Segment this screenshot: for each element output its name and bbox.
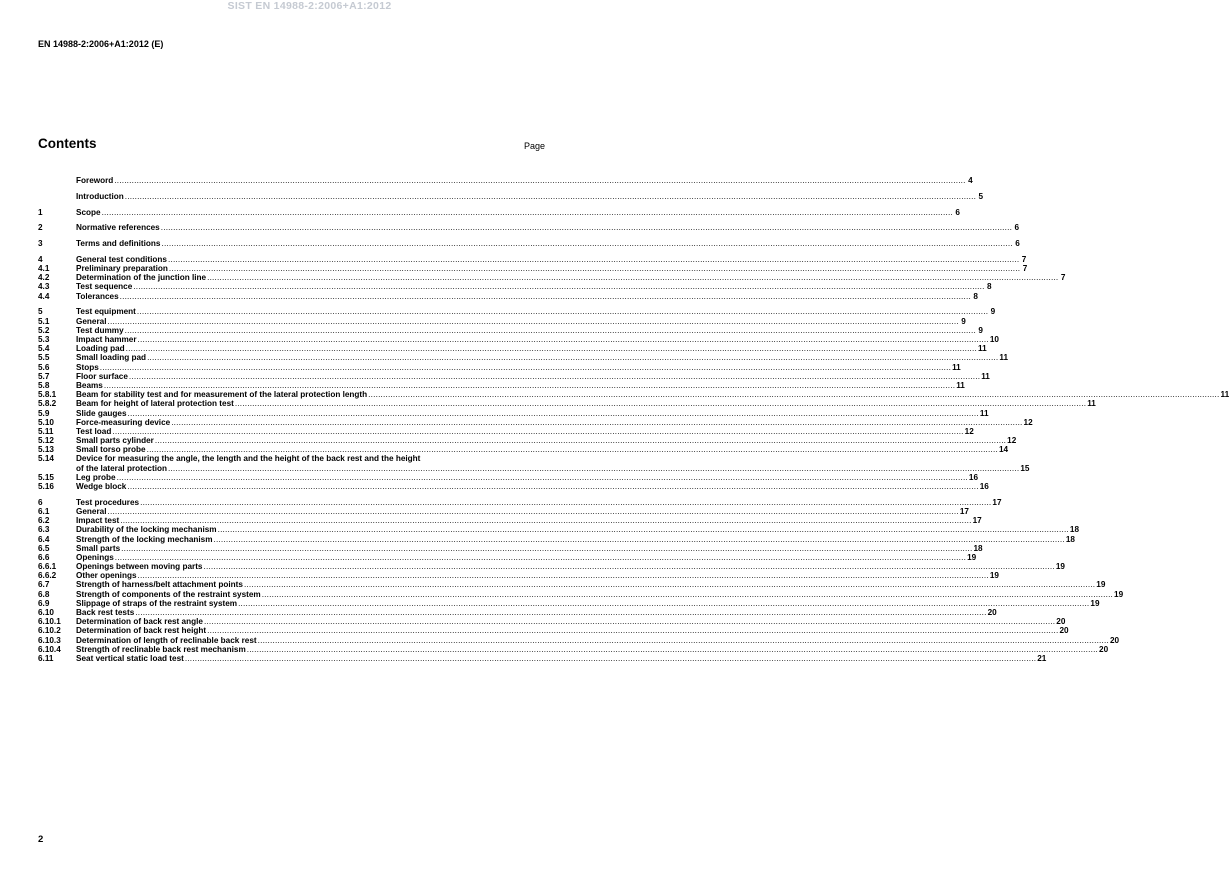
toc-entry-continuation[interactable] bbox=[38, 463, 1030, 473]
toc-entry-number: 4.2 bbox=[38, 273, 50, 283]
toc-entry-title: Durability of the locking mechanism bbox=[76, 525, 217, 535]
toc-entry-page: 14 bbox=[998, 445, 1009, 455]
toc-entry-title: General test conditions bbox=[76, 254, 167, 264]
toc-entry-page: 20 bbox=[1059, 626, 1069, 636]
toc-entry-page: 20 bbox=[1109, 635, 1120, 645]
toc-entry-title: Leg probe bbox=[76, 472, 116, 482]
toc-entry[interactable] bbox=[38, 571, 999, 581]
toc-entry[interactable] bbox=[38, 644, 1109, 654]
toc-entry-page: 19 bbox=[989, 571, 999, 581]
toc-entry-title: General bbox=[76, 506, 107, 516]
toc-entry-number: 4 bbox=[38, 254, 43, 264]
toc-leader-dots bbox=[244, 580, 1095, 589]
toc-entry[interactable] bbox=[38, 417, 1033, 427]
toc-leader-dots bbox=[203, 562, 1054, 571]
toc-entry-number: 5.3 bbox=[38, 335, 50, 344]
toc-leader-dots bbox=[125, 192, 976, 201]
toc-entry-title: Floor surface bbox=[76, 371, 128, 381]
toc-leader-dots bbox=[114, 176, 965, 185]
toc-entry-title: Terms and definitions bbox=[76, 239, 161, 249]
toc-entry[interactable] bbox=[38, 399, 1096, 409]
toc-entry[interactable] bbox=[38, 344, 987, 354]
toc-entry-title: Test procedures bbox=[76, 497, 140, 507]
toc-entry[interactable] bbox=[38, 653, 1047, 663]
toc-entry-title-continued: of the lateral protection bbox=[76, 463, 167, 473]
toc-leader-dots bbox=[121, 544, 972, 553]
toc-entry-number: 5 bbox=[38, 307, 43, 317]
toc-entry-page: 7 bbox=[1022, 264, 1028, 274]
toc-leader-dots bbox=[368, 390, 1219, 399]
toc-entry-number: 2 bbox=[38, 223, 43, 233]
toc-entry-number: 1 bbox=[38, 207, 43, 217]
toc-entry-title: Force-measuring device bbox=[76, 417, 171, 427]
toc-leader-dots bbox=[218, 525, 1069, 534]
toc-entry-number: 6.10.3 bbox=[38, 635, 61, 645]
toc-entry-title: Determination of back rest angle bbox=[76, 617, 203, 627]
toc-entry-title: Test sequence bbox=[76, 282, 133, 292]
toc-entry-number: 6.5 bbox=[38, 543, 50, 553]
toc-entry-title: Back rest tests bbox=[76, 608, 135, 618]
toc-entry[interactable] bbox=[38, 552, 977, 562]
toc-entry[interactable] bbox=[38, 635, 1120, 645]
toc-leader-dots bbox=[137, 307, 988, 316]
toc-entry-number: 6.10.2 bbox=[38, 626, 61, 636]
toc-entry[interactable] bbox=[38, 223, 1020, 233]
toc-entry-page: 19 bbox=[1114, 589, 1124, 599]
toc-leader-dots bbox=[120, 292, 971, 301]
toc-leader-dots bbox=[135, 608, 986, 617]
toc-entry-number: 6.10.1 bbox=[38, 617, 61, 627]
toc-entry-number: 6.8 bbox=[38, 589, 50, 599]
toc-entry[interactable] bbox=[38, 534, 1075, 544]
toc-entry-title: Openings bbox=[76, 552, 114, 562]
toc-entry-title: Strength of harness/belt attachment points bbox=[76, 580, 243, 590]
toc-entry[interactable] bbox=[38, 371, 990, 381]
toc-entry-page: 11 bbox=[979, 408, 989, 418]
toc-leader-dots bbox=[171, 418, 1022, 427]
toc-leader-dots bbox=[102, 208, 953, 217]
toc-entry[interactable] bbox=[38, 291, 978, 301]
toc-leader-dots bbox=[168, 464, 1019, 473]
toc-entry-page: 19 bbox=[1096, 580, 1106, 590]
toc-entry-page: 7 bbox=[1060, 273, 1066, 283]
toc-leader-dots bbox=[235, 399, 1086, 408]
toc-entry[interactable] bbox=[38, 273, 1066, 283]
toc-entry-page: 11 bbox=[978, 344, 987, 354]
toc-entry-number: 6.6.1 bbox=[38, 562, 57, 572]
toc-entry-title: Strength of reclinable back rest mechanism bbox=[76, 644, 246, 654]
toc-entry-page: 18 bbox=[1069, 525, 1080, 535]
toc-entry[interactable] bbox=[38, 426, 974, 436]
toc-entry-page: 15 bbox=[1020, 463, 1030, 473]
toc-entry-number: 5.9 bbox=[38, 408, 50, 418]
toc-entry-page: 10 bbox=[989, 335, 999, 344]
toc-entry-title: Slide gauges bbox=[76, 408, 127, 418]
toc-entry-title: Loading pad bbox=[76, 344, 125, 354]
toc-leader-dots bbox=[168, 255, 1019, 264]
toc-entry-number: 3 bbox=[38, 239, 43, 249]
toc-entry[interactable] bbox=[38, 608, 997, 618]
toc-entry-page: 17 bbox=[959, 506, 969, 516]
toc-leader-dots bbox=[108, 317, 959, 326]
toc-entry[interactable] bbox=[38, 316, 966, 326]
toc-entry-page: 9 bbox=[990, 307, 996, 317]
toc-entry-number: 6.6.2 bbox=[38, 571, 57, 581]
toc-entry-number: 5.11 bbox=[38, 426, 54, 436]
toc-entry-number: 5.2 bbox=[38, 325, 50, 335]
toc-entry[interactable] bbox=[38, 176, 973, 185]
toc-leader-dots bbox=[258, 636, 1109, 645]
toc-entry-number: 5.4 bbox=[38, 344, 50, 354]
toc-entry-page: 20 bbox=[1099, 644, 1109, 654]
toc-entry[interactable] bbox=[38, 472, 979, 482]
toc-entry[interactable] bbox=[38, 506, 969, 516]
toc-entry-title: Strength of components of the restraint system bbox=[76, 589, 261, 599]
toc-leader-dots bbox=[147, 353, 998, 362]
toc-entry-number: 4.1 bbox=[38, 264, 50, 274]
toc-entry-page: 19 bbox=[1090, 598, 1100, 608]
page-number: 2 bbox=[38, 834, 44, 845]
toc-entry-title: Introduction bbox=[76, 191, 124, 201]
toc-entry-page: 20 bbox=[987, 608, 997, 618]
toc-entry[interactable] bbox=[38, 335, 999, 344]
toc-entry-title: Strength of the locking mechanism bbox=[76, 534, 213, 544]
toc-leader-dots bbox=[238, 599, 1089, 608]
toc-entry-page: 7 bbox=[1021, 254, 1027, 264]
toc-leader-dots bbox=[161, 239, 1012, 248]
toc-entry-page: 12 bbox=[1007, 436, 1017, 446]
toc-entry-number: 6.10.4 bbox=[38, 644, 61, 654]
toc-entry[interactable] bbox=[38, 454, 545, 463]
page-column-label: Page bbox=[523, 141, 545, 151]
toc-entry[interactable] bbox=[38, 436, 1017, 446]
toc-leader-dots bbox=[262, 590, 1113, 599]
toc-leader-dots bbox=[147, 445, 998, 454]
toc-entry-title: Stops bbox=[76, 362, 99, 372]
toc-entry-title: Openings between moving parts bbox=[76, 562, 203, 572]
toc-leader-dots bbox=[138, 335, 989, 344]
toc-entry-page: 18 bbox=[1065, 534, 1075, 544]
toc-entry-title: Impact test bbox=[76, 516, 120, 526]
toc-entry-page: 11 bbox=[956, 380, 965, 390]
toc-entry[interactable] bbox=[38, 191, 984, 201]
toc-entry-number: 5.14 bbox=[38, 454, 54, 464]
toc-entry[interactable] bbox=[38, 543, 983, 553]
toc-entry-page: 8 bbox=[973, 291, 978, 301]
toc-entry-title: Small parts bbox=[76, 543, 121, 553]
toc-entry-title: Determination of back rest height bbox=[76, 626, 207, 636]
toc-entry-number: 5.8.1 bbox=[38, 390, 57, 400]
toc-entry-page: 12 bbox=[1023, 417, 1033, 427]
toc-leader-dots bbox=[120, 516, 971, 525]
toc-leader-dots bbox=[204, 617, 1055, 626]
toc-entry-page: 8 bbox=[987, 282, 992, 292]
toc-entry-number: 4.3 bbox=[38, 282, 50, 292]
toc-entry-number: 5.12 bbox=[38, 436, 54, 446]
contents-heading: Contents bbox=[38, 136, 97, 151]
toc-entry-title: Beam for height of lateral protection test bbox=[76, 399, 234, 409]
toc-entry-page: 6 bbox=[1015, 239, 1020, 249]
toc-entry-number: 6.2 bbox=[38, 516, 50, 526]
toc-entry-number: 6.11 bbox=[38, 653, 54, 663]
toc-entry-title: Tolerances bbox=[76, 291, 119, 301]
toc-entry-number: 5.8.2 bbox=[38, 399, 57, 409]
toc-leader-dots bbox=[161, 223, 1012, 232]
toc-entry[interactable] bbox=[38, 580, 1106, 590]
toc-entry[interactable] bbox=[38, 239, 1020, 249]
toc-entry[interactable] bbox=[38, 482, 989, 491]
toc-leader-dots bbox=[207, 273, 1058, 282]
toc-leader-dots bbox=[138, 571, 989, 580]
toc-entry-page: 20 bbox=[1056, 617, 1066, 627]
toc-entry-title: Test equipment bbox=[76, 307, 136, 317]
toc-entry[interactable] bbox=[38, 497, 1002, 507]
toc-entry-page: 19 bbox=[1055, 562, 1065, 572]
toc-entry[interactable] bbox=[38, 589, 1124, 599]
toc-entry-page: 16 bbox=[979, 482, 989, 491]
toc-entry-page: 6 bbox=[955, 207, 960, 217]
toc-entry-number: 6.10 bbox=[38, 608, 54, 618]
toc-entry-title: Test dummy bbox=[76, 325, 124, 335]
toc-leader-dots bbox=[247, 645, 1098, 654]
toc-entry-number: 5.16 bbox=[38, 482, 54, 491]
toc-leader-dots bbox=[155, 436, 1006, 445]
toc-leader-dots bbox=[117, 473, 968, 482]
toc-entry-title: Seat vertical static load test bbox=[76, 653, 184, 663]
toc-entry-title: Other openings bbox=[76, 571, 137, 581]
toc-leader-dots bbox=[115, 553, 966, 562]
toc-entry-page: 19 bbox=[967, 552, 977, 562]
toc-entry-number: 5.10 bbox=[38, 417, 54, 427]
toc-entry-title: Device for measuring the angle, the length and the height of the back rest and the height bbox=[76, 454, 421, 464]
toc-leader-dots bbox=[140, 498, 991, 507]
toc-entry[interactable] bbox=[38, 282, 992, 292]
toc-entry-title: Small loading pad bbox=[76, 353, 147, 363]
toc-entry-title: Determination of the junction line bbox=[76, 273, 207, 283]
toc-entry-title: Slippage of straps of the restraint system bbox=[76, 598, 238, 608]
toc-leader-dots bbox=[104, 381, 955, 390]
toc-leader-dots bbox=[108, 507, 959, 516]
toc-leader-dots bbox=[112, 427, 963, 436]
toc-leader-dots bbox=[133, 282, 984, 291]
toc-entry-page: 5 bbox=[978, 191, 984, 201]
toc-entry-page: 11 bbox=[1220, 390, 1229, 400]
toc-leader-dots bbox=[126, 344, 977, 353]
toc-entry[interactable] bbox=[38, 264, 1028, 274]
toc-leader-dots bbox=[213, 535, 1064, 544]
toc-entry-number: 4.4 bbox=[38, 291, 50, 301]
toc-entry-title: Normative references bbox=[76, 223, 160, 233]
watermark: SIST EN 14988-2:2006+A1:2012 bbox=[227, 0, 392, 12]
toc-entry-title: Scope bbox=[76, 207, 101, 217]
toc-entry-page: 6 bbox=[1014, 223, 1020, 233]
toc-entry-page: 17 bbox=[992, 497, 1002, 507]
table-of-contents bbox=[38, 176, 1229, 663]
toc-entry-title: Determination of length of reclinable back rest bbox=[76, 635, 257, 645]
toc-leader-dots bbox=[185, 654, 1036, 663]
toc-entry-number: 6.6 bbox=[38, 552, 50, 562]
toc-entry-number: 5.5 bbox=[38, 353, 50, 363]
toc-entry-title: Impact hammer bbox=[76, 335, 137, 344]
toc-entry-number: 6.9 bbox=[38, 598, 50, 608]
toc-entry-page: 21 bbox=[1037, 653, 1047, 663]
toc-entry-title: Preliminary preparation bbox=[76, 264, 168, 274]
toc-entry[interactable] bbox=[38, 325, 983, 335]
toc-entry-page: 17 bbox=[972, 516, 982, 526]
toc-entry[interactable] bbox=[38, 626, 1069, 636]
toc-entry-page: 11 bbox=[1087, 399, 1096, 409]
toc-entry-title: Beams bbox=[76, 380, 103, 390]
toc-entry-number: 6.3 bbox=[38, 525, 50, 535]
toc-entry-title: Test load bbox=[76, 426, 112, 436]
toc-entry-title: Beam for stability test and for measurement of the lateral protection length bbox=[76, 390, 368, 400]
toc-entry-number: 5.13 bbox=[38, 445, 54, 455]
toc-entry-number: 5.15 bbox=[38, 472, 54, 482]
toc-entry-number: 5.6 bbox=[38, 362, 50, 372]
toc-entry-page: 11 bbox=[981, 371, 990, 381]
toc-entry[interactable] bbox=[38, 390, 1229, 400]
toc-entry-page: 9 bbox=[978, 325, 983, 335]
toc-entry-page: 12 bbox=[964, 426, 974, 436]
toc-entry-number: 5.7 bbox=[38, 371, 50, 381]
toc-entry[interactable] bbox=[38, 525, 1080, 535]
toc-entry-number: 6.1 bbox=[38, 506, 50, 516]
toc-leader-dots bbox=[127, 482, 978, 491]
toc-entry-page: 4 bbox=[968, 176, 973, 185]
toc-entry[interactable] bbox=[38, 445, 1009, 455]
toc-entry-title: Small parts cylinder bbox=[76, 436, 154, 446]
toc-leader-dots bbox=[125, 326, 976, 335]
toc-entry-title: Foreword bbox=[76, 176, 114, 185]
toc-entry-page: 16 bbox=[968, 472, 979, 482]
toc-entry[interactable] bbox=[38, 207, 960, 217]
toc-entry-number: 6.7 bbox=[38, 580, 50, 590]
toc-entry[interactable] bbox=[38, 307, 996, 317]
toc-entry-title: Wedge block bbox=[76, 482, 127, 491]
toc-leader-dots bbox=[169, 264, 1020, 273]
toc-entry[interactable] bbox=[38, 562, 1065, 572]
toc-entry-page: 18 bbox=[973, 543, 983, 553]
toc-entry-page: 9 bbox=[961, 316, 966, 326]
toc-entry[interactable] bbox=[38, 617, 1066, 627]
toc-entry-number: 5.8 bbox=[38, 380, 50, 390]
document-id: EN 14988-2:2006+A1:2012 (E) bbox=[38, 39, 164, 49]
toc-entry-page: 11 bbox=[999, 353, 1009, 363]
toc-entry-title: Small torso probe bbox=[76, 445, 146, 455]
toc-entry-number: 6 bbox=[38, 497, 43, 507]
toc-entry[interactable] bbox=[38, 254, 1027, 264]
toc-entry-number: 5.1 bbox=[38, 316, 50, 326]
toc-entry-number: 6.4 bbox=[38, 534, 50, 544]
toc-entry[interactable] bbox=[38, 598, 1100, 608]
toc-leader-dots bbox=[128, 409, 979, 418]
toc-entry[interactable] bbox=[38, 408, 989, 418]
toc-leader-dots bbox=[207, 626, 1058, 635]
toc-entry[interactable] bbox=[38, 353, 1009, 363]
toc-entry[interactable] bbox=[38, 516, 982, 526]
toc-entry-title: General bbox=[76, 316, 107, 326]
toc-entry-page: 11 bbox=[952, 362, 961, 372]
toc-leader-dots bbox=[100, 363, 951, 372]
toc-entry[interactable] bbox=[38, 380, 965, 390]
toc-leader-dots bbox=[129, 372, 980, 381]
toc-entry[interactable] bbox=[38, 362, 961, 372]
